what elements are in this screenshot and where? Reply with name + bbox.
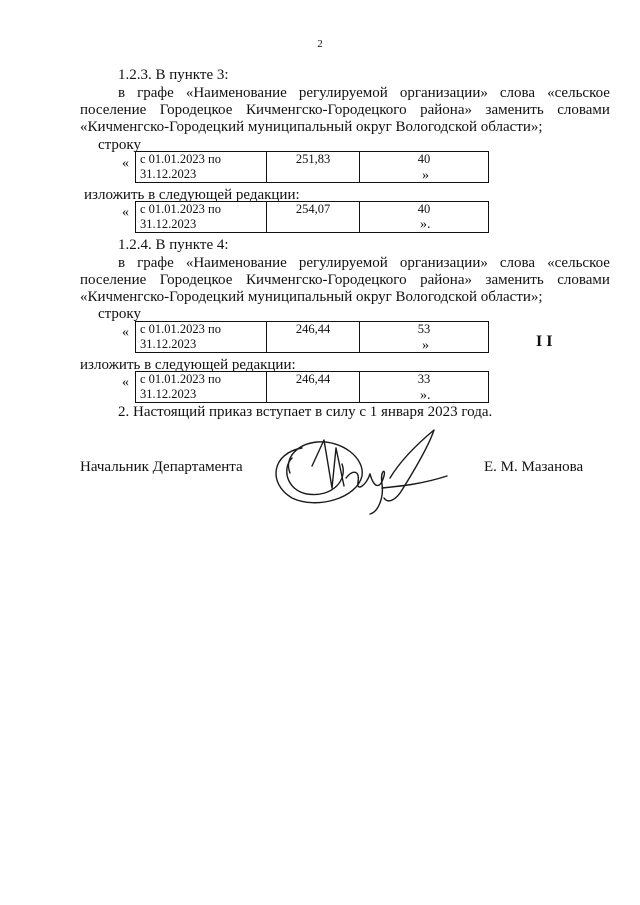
tariff-value: 251,83 bbox=[267, 152, 360, 183]
table-row-new-p4 bbox=[135, 371, 489, 403]
word: района» bbox=[420, 102, 472, 118]
signatory-name: Е. М. Мазанова bbox=[484, 459, 584, 475]
word: Городецкое bbox=[159, 272, 233, 288]
word: поселение bbox=[80, 102, 147, 118]
word: «сельское bbox=[547, 255, 610, 271]
quote-close: » bbox=[422, 338, 429, 353]
word: слова bbox=[499, 255, 536, 271]
table-row-old-p4 bbox=[135, 321, 489, 353]
p124-label-izlozhit: изложить в следующей редакции: bbox=[80, 357, 296, 373]
table-row-old-p3 bbox=[135, 151, 489, 183]
word: регулируемой bbox=[298, 255, 388, 271]
tariff-value-2: 40 bbox=[360, 202, 489, 233]
word: заменить bbox=[485, 102, 544, 118]
tariff-value: 246,44 bbox=[267, 322, 360, 353]
p123-line-1 bbox=[118, 84, 610, 102]
word: района» bbox=[420, 272, 472, 288]
word: графе bbox=[137, 255, 174, 271]
word: заменить bbox=[485, 272, 544, 288]
period-end: 31.12.2023 bbox=[140, 217, 197, 231]
word: словами bbox=[557, 102, 610, 118]
quote-open: « bbox=[122, 325, 129, 340]
tariff-value-2: 33 bbox=[360, 372, 489, 403]
item-2-effective-date: 2. Настоящий приказ вступает в силу с 1 января 2023 года. bbox=[118, 404, 493, 420]
word: слова bbox=[499, 85, 536, 101]
word: Кичменгско-Городецкого bbox=[245, 102, 407, 118]
margin-mark: I I bbox=[536, 333, 553, 350]
word: организации» bbox=[399, 255, 488, 271]
tariff-value-2: 40 bbox=[360, 152, 489, 183]
word: графе bbox=[137, 85, 174, 101]
page-number: 2 bbox=[317, 38, 323, 50]
p123-line-3: «Кичменгско-Городецкий муниципальный округ Вологодской области»; bbox=[80, 119, 543, 135]
quote-open: « bbox=[122, 375, 129, 390]
word: в bbox=[118, 255, 126, 271]
word: в bbox=[118, 85, 126, 101]
quote-close-period: ». bbox=[420, 217, 431, 232]
period-end: 31.12.2023 bbox=[140, 337, 197, 351]
quote-close: » bbox=[422, 168, 429, 183]
word: регулируемой bbox=[298, 85, 388, 101]
quote-open: « bbox=[122, 205, 129, 220]
p124-label-stroku: строку bbox=[98, 306, 141, 322]
word: «сельское bbox=[547, 85, 610, 101]
period-start: с 01.01.2023 по bbox=[140, 322, 221, 336]
period-start: с 01.01.2023 по bbox=[140, 372, 221, 386]
word: «Наименование bbox=[185, 255, 287, 271]
period-end: 31.12.2023 bbox=[140, 167, 197, 181]
period-start: с 01.01.2023 по bbox=[140, 152, 221, 166]
period-end: 31.12.2023 bbox=[140, 387, 197, 401]
quote-open: « bbox=[122, 156, 129, 171]
word: Кичменгско-Городецкого bbox=[245, 272, 407, 288]
p123-line-2 bbox=[80, 101, 610, 119]
p124-line-2 bbox=[80, 271, 610, 289]
word: поселение bbox=[80, 272, 147, 288]
handwritten-signature bbox=[262, 428, 452, 518]
signatory-position: Начальник Департамента bbox=[80, 459, 243, 475]
word: Городецкое bbox=[159, 102, 233, 118]
p124-line-3: «Кичменгско-Городецкий муниципальный округ Вологодской области»; bbox=[80, 289, 543, 305]
section-heading-1-2-4: 1.2.4. В пункте 4: bbox=[118, 237, 229, 253]
p124-line-1 bbox=[118, 254, 610, 272]
p123-label-stroku: строку bbox=[98, 137, 141, 153]
tariff-value: 246,44 bbox=[267, 372, 360, 403]
word: организации» bbox=[399, 85, 488, 101]
section-heading-1-2-3: 1.2.3. В пункте 3: bbox=[118, 67, 229, 83]
word: словами bbox=[557, 272, 610, 288]
tariff-value: 254,07 bbox=[267, 202, 360, 233]
p123-label-izlozhit: изложить в следующей редакции: bbox=[84, 187, 300, 203]
tariff-value-2: 53 bbox=[360, 322, 489, 353]
table-row-new-p3 bbox=[135, 201, 489, 233]
word: «Наименование bbox=[185, 85, 287, 101]
quote-close-period: ». bbox=[420, 388, 431, 403]
period-start: с 01.01.2023 по bbox=[140, 202, 221, 216]
